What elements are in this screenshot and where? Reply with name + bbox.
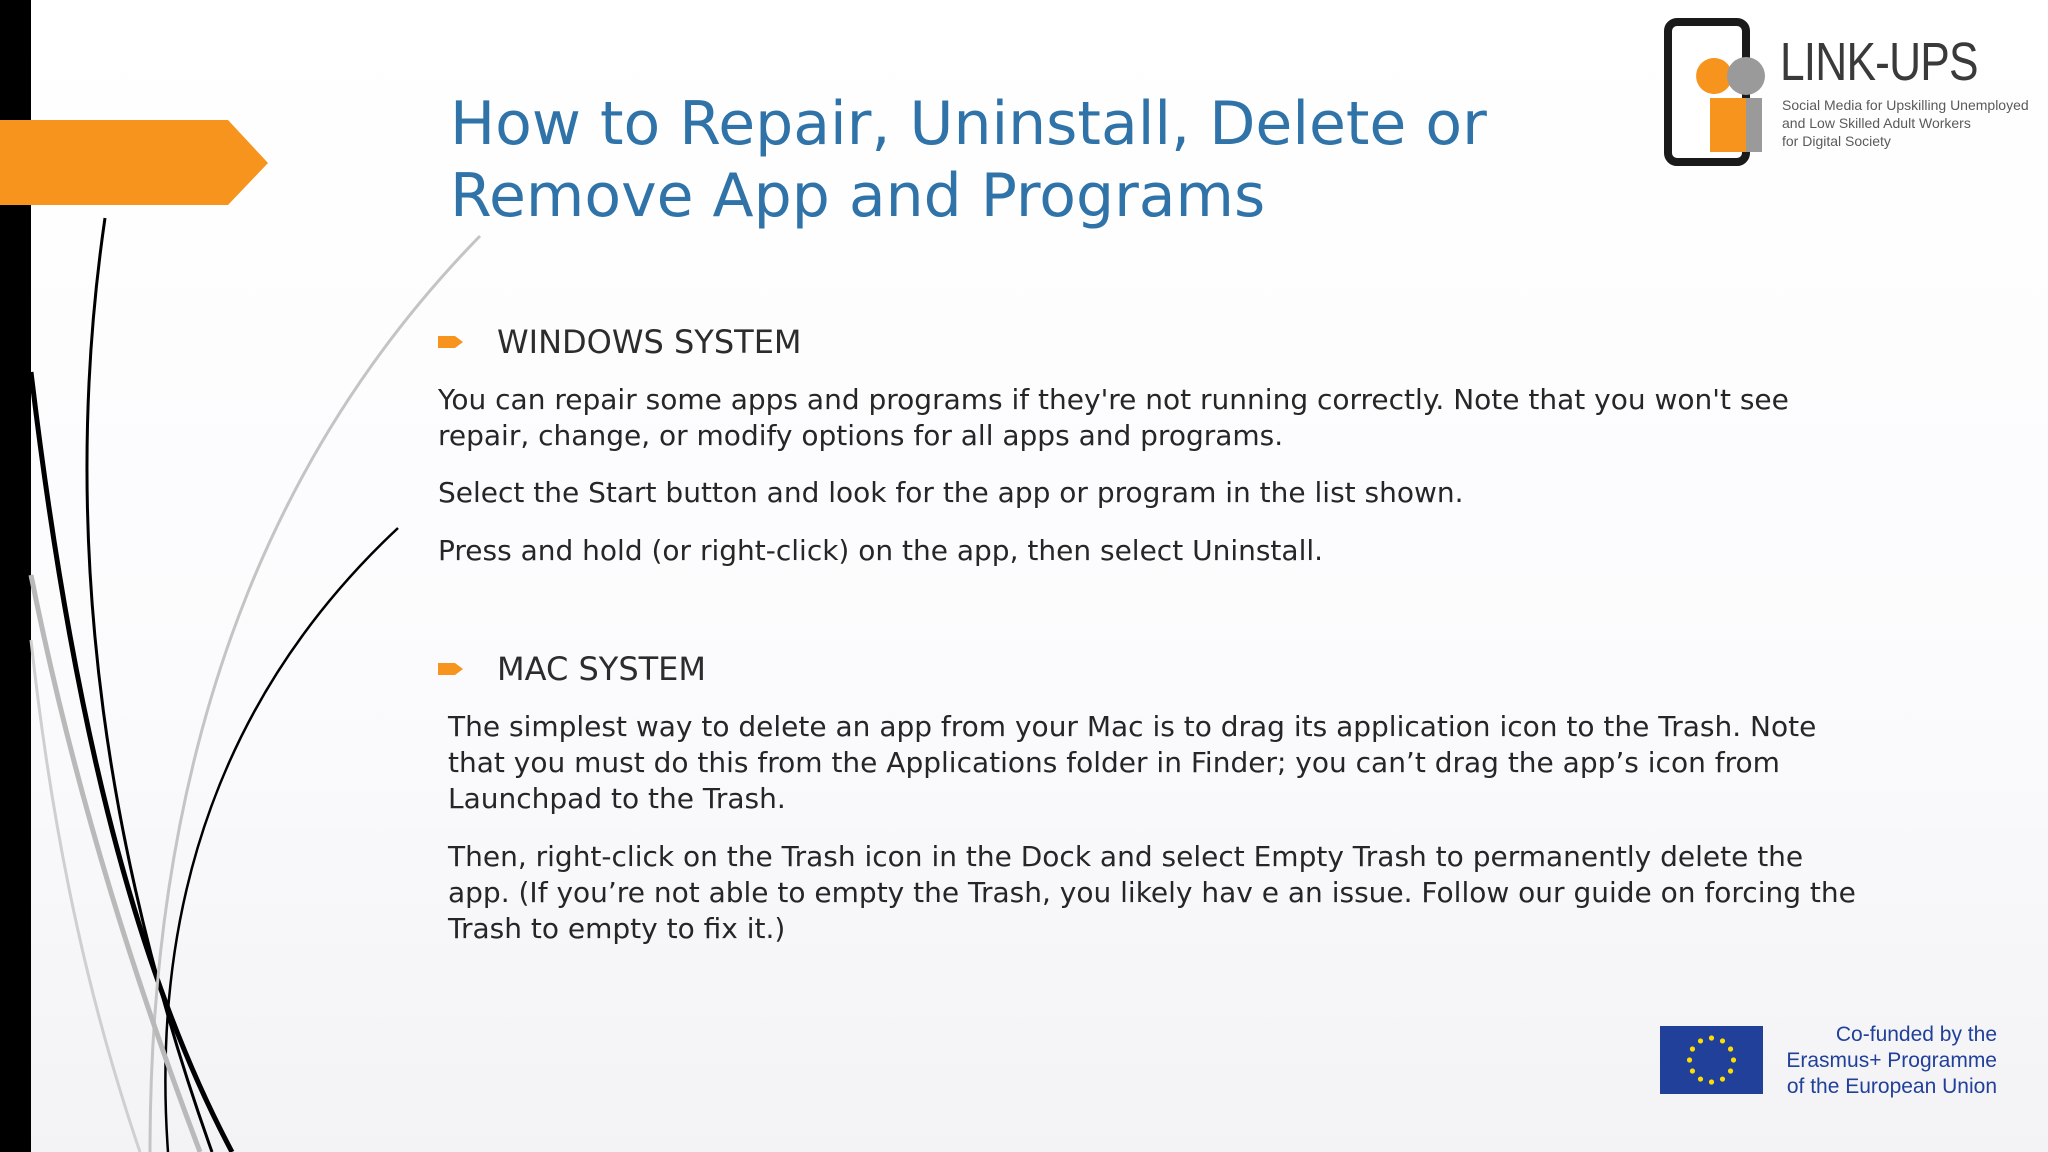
eu-star <box>1709 1079 1714 1084</box>
orange-arrow-banner <box>0 120 268 205</box>
orange-arrow-bullet-icon <box>438 334 464 350</box>
eu-flag-icon <box>1660 1026 1763 1094</box>
eu-star <box>1698 1038 1703 1043</box>
section-heading-text: WINDOWS SYSTEM <box>497 323 802 361</box>
section-heading-text: MAC SYSTEM <box>497 650 706 688</box>
logo-tagline-line-2: and Low Skilled Adult Workers <box>1782 115 1971 131</box>
orange-arrow-bullet-icon <box>438 661 464 677</box>
eu-star <box>1720 1076 1725 1081</box>
logo-tagline-line-3: for Digital Society <box>1782 133 1891 149</box>
windows-paragraph-3: Press and hold (or right-click) on the app, then select Uninstall. <box>438 534 1324 567</box>
eu-star <box>1720 1038 1725 1043</box>
slide-title <box>450 88 1550 232</box>
eu-star <box>1690 1046 1695 1051</box>
eu-star <box>1728 1068 1733 1073</box>
funding-line-1: Co-funded by the <box>1835 1023 1997 1046</box>
funding-line-3: of the European Union <box>1786 1075 1997 1098</box>
mac-paragraph-2: Then, right-click on the Trash icon in the Dock and select Empty Trash to permanently delete the app. (If you’re not able to empty the Trash, you likely hav e an issue. Follow our guide on forcing the Trash to empty to fix it.) <box>448 840 1856 945</box>
eu-star <box>1731 1057 1736 1062</box>
windows-paragraph-1: You can repair some apps and programs if they're not running correctly. Note that you won't see repair, change, or modify options for all apps and programs. <box>438 383 1789 452</box>
eu-star <box>1698 1076 1703 1081</box>
eu-star <box>1728 1046 1733 1051</box>
logo-wordmark: LINK-UPS <box>1780 32 1978 92</box>
logo-tagline-line-1: Social Media for Upskilling Unemployed <box>1782 97 2029 113</box>
funding-line-2: Erasmus+ Programme <box>1786 1049 1997 1072</box>
windows-paragraph-2: Select the Start button and look for the app or program in the list shown. <box>438 476 1464 509</box>
eu-star <box>1709 1035 1714 1040</box>
title-line-2: Remove App and Programs <box>450 161 1266 231</box>
eu-star <box>1690 1068 1695 1073</box>
title-line-1: How to Repair, Uninstall, Delete or <box>450 89 1487 159</box>
mac-paragraph-1: The simplest way to delete an app from your Mac is to drag its application icon to the Trash. Note that you must do this from the Applications folder in Finder; you can’t drag the app’s icon from Launchpad to the Trash. <box>448 710 1817 815</box>
eu-star <box>1687 1057 1692 1062</box>
